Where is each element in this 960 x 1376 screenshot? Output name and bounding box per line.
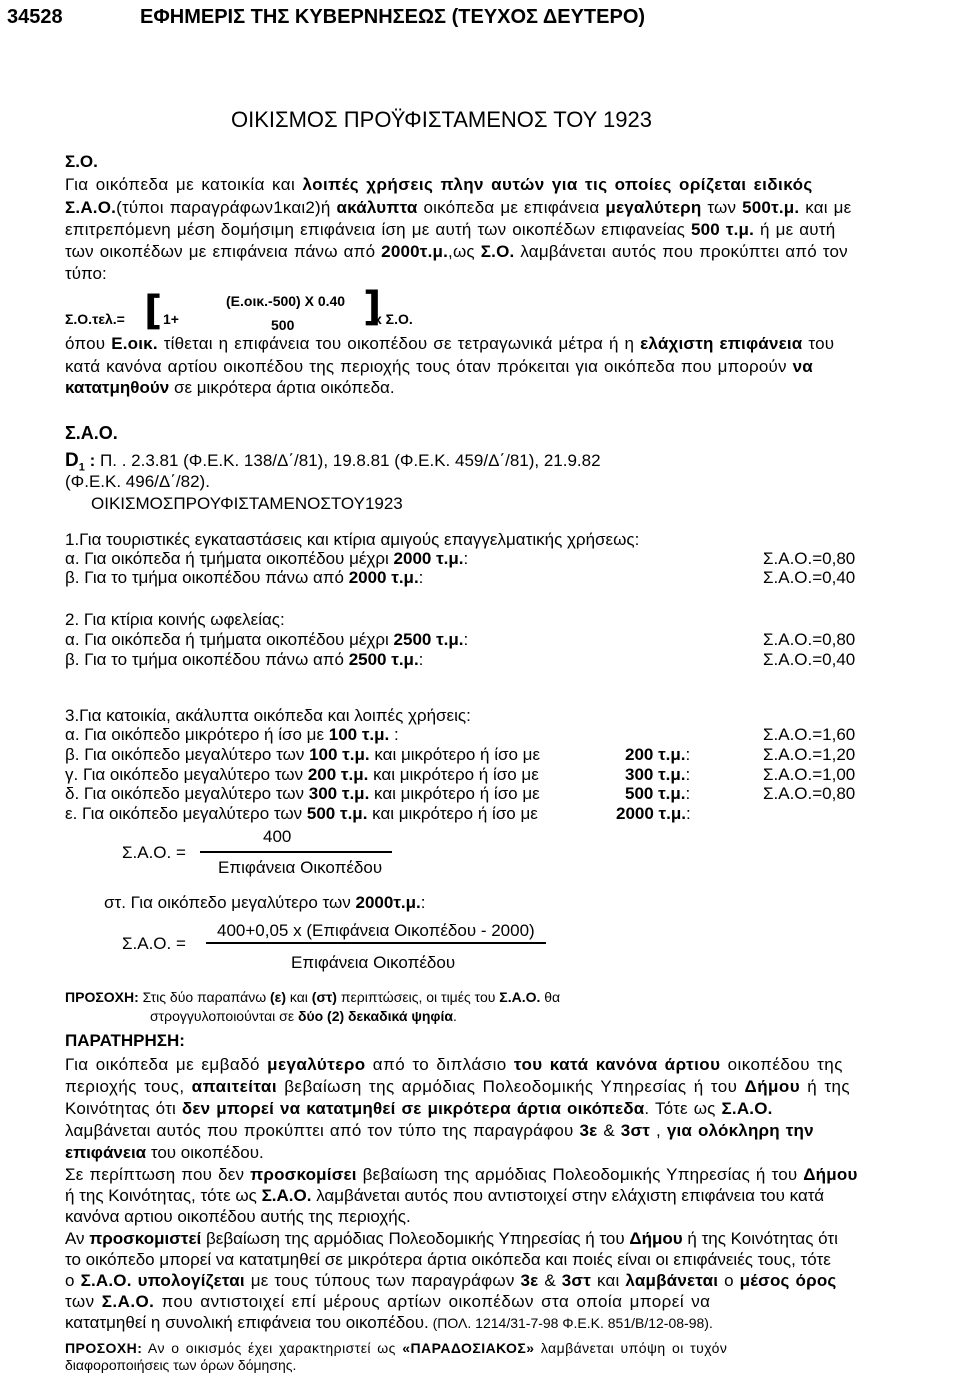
st-denominator: Επιφάνεια Οικοπέδου bbox=[291, 953, 456, 972]
sao-d1-line-2: (Φ.Ε.Κ. 496/Δ΄/82). bbox=[65, 472, 210, 491]
attention1-line-1: ΠΡΟΣΟΧΗ: Στις δύο παραπάνω (ε) και (στ) περιπτώσεις, οι τιμές του Σ.Α.Ο. θα bbox=[65, 989, 561, 1005]
group3-a-value: Σ.Α.Ο.=1,60 bbox=[763, 725, 856, 744]
remark-heading: ΠΑΡΑΤΗΡΗΣΗ: bbox=[65, 1031, 185, 1050]
group3-a: α. Για οικόπεδο μικρότερο ή ίσο με 100 τ.μ. : bbox=[65, 725, 399, 744]
group2-b: β. Για το τμήμα οικοπέδου πάνω από 2500 τ.μ.: bbox=[65, 650, 424, 669]
group3-b-limit: 200 τ.μ.: bbox=[625, 745, 691, 764]
remark-p3-line-5: κατατμηθεί η συνολική επιφάνεια του οικοπέδου. (ΠΟΛ. 1214/31-7-98 Φ.Ε.Κ. 851/Β/12-08-98). bbox=[65, 1313, 713, 1332]
remark-p3-line-2: το οικόπεδο μπορεί να κατατμηθεί σε μικρότερα άρτια οικόπεδα και ποιές είναι οι επιφάνειές τους, τότε bbox=[65, 1250, 831, 1269]
st-fraction-line bbox=[206, 942, 546, 944]
so-line-4: των οικοπέδων με επιφάνεια πάνω από 2000τ.μ.,ως Σ.Ο. λαμβάνεται αυτός που προκύπτει από τον bbox=[65, 242, 848, 261]
attention1-line-2: στρογγυλοποιούνται σε δύο (2) δεκαδικά ψηφία. bbox=[150, 1008, 457, 1024]
group3-d-value: Σ.Α.Ο.=0,80 bbox=[763, 784, 856, 803]
st-numerator: 400+0,05 x (Επιφάνεια Οικοπέδου - 2000) bbox=[217, 921, 535, 940]
left-bracket: [ bbox=[144, 288, 163, 334]
group3-c: γ. Για οικόπεδο μεγαλύτερο των 200 τ.μ. και μικρότερο ή ίσο με bbox=[65, 765, 539, 784]
formula-e-fraction-line bbox=[200, 851, 392, 853]
remark-p2-line-1: Σε περίπτωση που δεν προσκομίσει βεβαίωση της αρμόδιας Πολεοδομικής Υπηρεσίας ή του Δήμου bbox=[65, 1165, 858, 1184]
formula-times-so: x Σ.Ο. bbox=[374, 311, 413, 327]
right-bracket: ] bbox=[363, 284, 382, 330]
formula-e-denominator: Επιφάνεια Οικοπέδου bbox=[218, 858, 383, 877]
attention2-line-2: διαφοροποιήσεις των όρων δόμησης. bbox=[65, 1357, 297, 1373]
remark-p2-line-3: κανόνα αρτιου οικοπέδου αυτής της περιοχής. bbox=[65, 1207, 411, 1226]
group1-title: 1.Για τουριστικές εγκαταστάσεις και κτίρια αμιγούς επαγγελματικής χρήσεως: bbox=[65, 530, 640, 549]
group3-c-limit: 300 τ.μ.: bbox=[625, 765, 691, 784]
group1-a-value: Σ.Α.Ο.=0,80 bbox=[763, 549, 856, 568]
page-number: 34528 bbox=[7, 6, 63, 28]
group1-b: β. Για το τμήμα οικοπέδου πάνω από 2000 τ.μ.: bbox=[65, 568, 424, 587]
sao-subtitle: ΟΙΚΙΣΜΟΣΠΡΟΥΦΙΣΤΑΜΕΝΟΣΤΟΥ1923 bbox=[91, 494, 403, 513]
sao-d1-line-1: $D_1$ : Π. . 2.3.81 (Φ.Ε.Κ. 138/Δ΄/81), 19.8.81 (Φ.Ε.Κ. 459/Δ΄/81), 21.9.82 bbox=[65, 450, 601, 474]
group3-c-value: Σ.Α.Ο.=1,00 bbox=[763, 765, 856, 784]
sao-heading: Σ.Α.Ο. bbox=[65, 423, 118, 443]
formula-lhs: Σ.Ο.τελ.= bbox=[65, 311, 125, 327]
so-line-2: Σ.Α.Ο.(τύποι παραγράφων1και2)ή ακάλυπτα οικόπεδα με επιφάνεια μεγαλύτερη των 500τ.μ. και με bbox=[65, 198, 852, 217]
group2-title: 2. Για κτίρια κοινής ωφελείας: bbox=[65, 610, 285, 629]
remark-p3-line-4: των Σ.Α.Ο. που αντιστοιχεί επί μέρους αρτίων οικοπέδων στα οποία μπορεί να bbox=[65, 1292, 711, 1311]
group3-title: 3.Για κατοικία, ακάλυπτα οικόπεδα και λοιπές χρήσεις: bbox=[65, 706, 471, 725]
so-line-3: επιτρεπόμενη μέση δομήσιμη επιφάνεια ίση με αυτή των οικοπέδων επιφανείας 500 τ.μ. ή με αυτή bbox=[65, 220, 836, 239]
remark-p1-line-2: περιοχής τους, απαιτείται βεβαίωση της αρμόδιας Πολεοδομικής Υπηρεσίας ή του Δήμου ή της bbox=[65, 1077, 851, 1096]
group3-e: ε. Για οικόπεδο μεγαλύτερο των 500 τ.μ. και μικρότερο ή ίσο με bbox=[65, 804, 538, 823]
remark-p1-line-3: Κοινότητας ότι δεν μπορεί να κατατμηθεί σε μικρότερα άρτια οικόπεδα. Τότε ως Σ.Α.Ο. bbox=[65, 1099, 773, 1118]
formula-e-numerator: 400 bbox=[263, 827, 292, 846]
remark-p2-line-2: ή της Κοινότητας, τότε ως Σ.Α.Ο. λαμβάνεται αυτός που αντιστοιχεί στην ελάχιστη επιφάνεια του κατά bbox=[65, 1186, 825, 1205]
formula-numerator: (Ε.οικ.-500) Χ 0.40 bbox=[226, 293, 346, 309]
where-line-2: κατά κανόνα αρτίου οικοπέδου της περιοχής τους όταν πρόκειται για οικόπεδα που μπορούν να bbox=[65, 357, 813, 376]
group3-b-value: Σ.Α.Ο.=1,20 bbox=[763, 745, 856, 764]
formula-e-lhs: Σ.Α.Ο. = bbox=[122, 843, 186, 862]
group1-a: α. Για οικόπεδα ή τμήματα οικοπέδου μέχρι 2000 τ.μ.: bbox=[65, 549, 469, 568]
remark-p1-line-4: λαμβάνεται αυτός που προκύπτει από τον τύπο της παραγράφου 3ε & 3στ , για ολόκληρη την bbox=[65, 1121, 814, 1140]
formula-denominator: 500 bbox=[271, 317, 295, 333]
formula-one-plus: 1+ bbox=[163, 311, 179, 327]
group2-b-value: Σ.Α.Ο.=0,40 bbox=[763, 650, 856, 669]
where-line-3: κατατμηθούν σε μικρότερα άρτια οικόπεδα. bbox=[65, 378, 395, 397]
st-line: στ. Για οικόπεδο μεγαλύτερο των 2000τ.μ.: bbox=[104, 893, 426, 912]
so-line-1: Για οικόπεδα με κατοικία και λοιπές χρήσεις πλην αυτών για τις οποίες ορίζεται ειδικός bbox=[65, 175, 813, 194]
so-line-5: τύπο: bbox=[65, 264, 107, 283]
group3-e-limit: 2000 τ.μ.: bbox=[616, 804, 691, 823]
so-heading: Σ.Ο. bbox=[65, 152, 98, 171]
group2-a: α. Για οικόπεδα ή τμήματα οικοπέδου μέχρι 2500 τ.μ.: bbox=[65, 630, 469, 649]
remark-p3-line-3: ο Σ.Α.Ο. υπολογίζεται με τους τύπους των παραγράφων 3ε & 3στ και λαμβάνεται ο μέσος όρος bbox=[65, 1271, 837, 1290]
remark-p1-line-5: επιφάνεια του οικοπέδου. bbox=[65, 1143, 264, 1162]
group3-b: β. Για οικόπεδο μεγαλύτερο των 100 τ.μ. και μικρότερο ή ίσο με bbox=[65, 745, 541, 764]
group2-a-value: Σ.Α.Ο.=0,80 bbox=[763, 630, 856, 649]
gazette-title: ΕΦΗΜΕΡΙΣ ΤΗΣ ΚΥΒΕΡΝΗΣΕΩΣ (ΤΕΥΧΟΣ ΔΕΥΤΕΡΟ) bbox=[140, 6, 646, 28]
attention2-line-1: ΠΡΟΣΟΧΗ: Αν ο οικισμός έχει χαρακτηριστεί ως «ΠΑΡΑΔΟΣΙΑΚΟΣ» λαμβάνεται υπόψη οι τυχόν bbox=[65, 1340, 728, 1356]
where-line-1: όπου Ε.οικ. τίθεται η επιφάνεια του οικοπέδου σε τετραγωνικά μέτρα ή η ελάχιστη επιφάνεια του bbox=[65, 334, 835, 353]
group3-d: δ. Για οικόπεδο μεγαλύτερο των 300 τ.μ. και μικρότερο ή ίσο με bbox=[65, 784, 540, 803]
group1-b-value: Σ.Α.Ο.=0,40 bbox=[763, 568, 856, 587]
remark-p3-line-1: Αν προσκομιστεί βεβαίωση της αρμόδιας Πολεοδομικής Υπηρεσίας ή του Δήμου ή της Κοινότητας ότι bbox=[65, 1229, 838, 1248]
st-lhs: Σ.Α.Ο. = bbox=[122, 934, 186, 953]
remark-p1-line-1: Για οικόπεδα με εμβαδό μεγαλύτερο από το διπλάσιο του κατά κανόνα άρτιου οικοπέδου της bbox=[65, 1055, 843, 1074]
group3-d-limit: 500 τ.μ.: bbox=[625, 784, 691, 803]
section-title: ΟΙΚΙΣΜΟΣ ΠΡΟΫΦΙΣΤΑΜΕΝΟΣ ΤΟΥ 1923 bbox=[231, 107, 652, 132]
